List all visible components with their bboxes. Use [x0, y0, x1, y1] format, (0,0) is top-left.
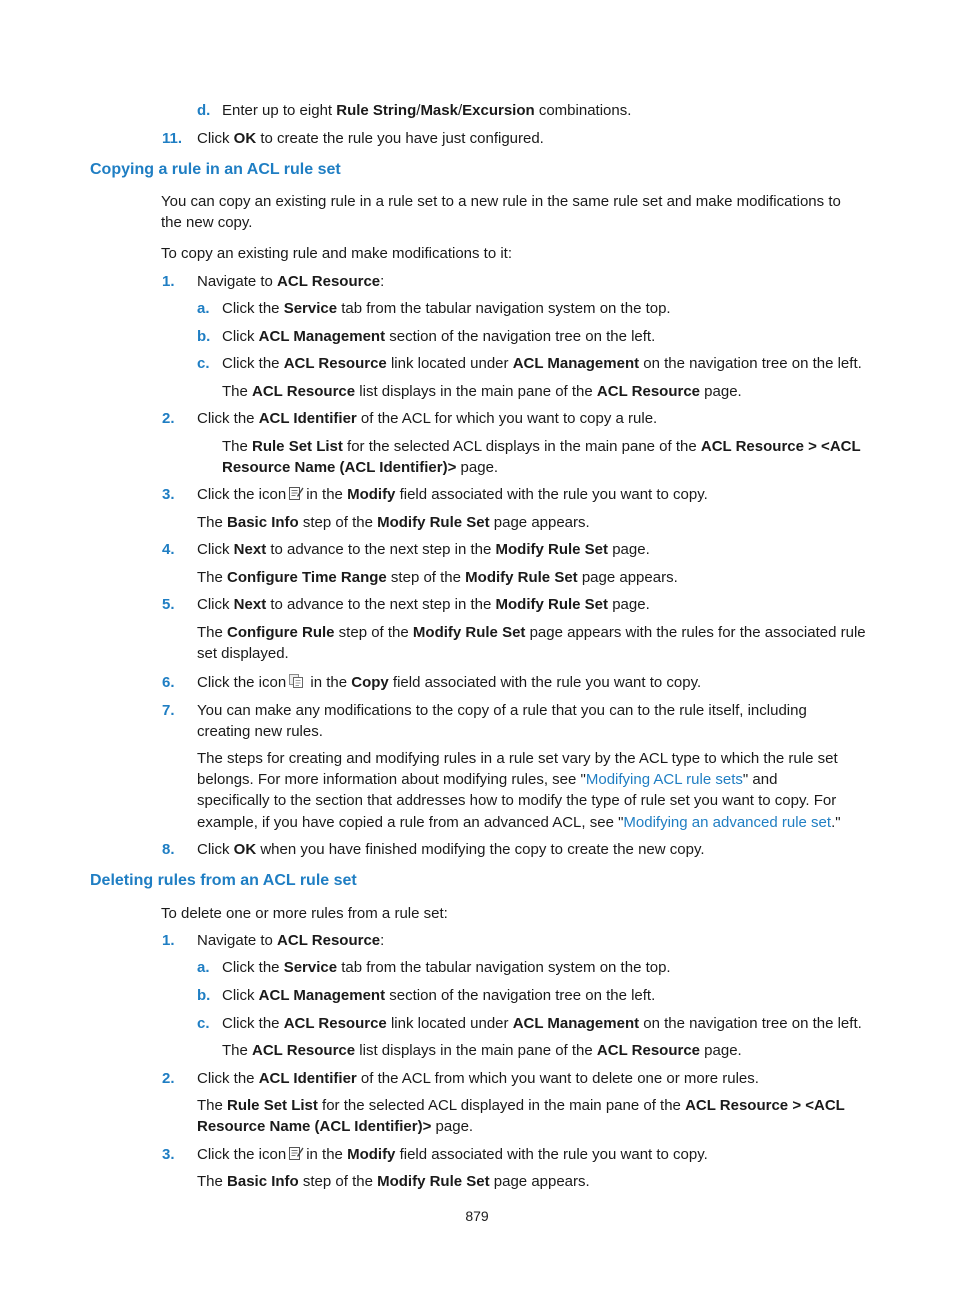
step-marker: a.	[197, 300, 210, 317]
page-number: 879	[465, 1208, 489, 1224]
link-modifying-acl-rule-sets[interactable]: Modifying ACL rule sets	[585, 771, 743, 788]
step-marker: 7.	[162, 702, 175, 719]
step-note: belongs. For more information about modifying rules, see "Modifying ACL rule sets" and	[197, 771, 778, 788]
section-heading-delete: Deleting rules from an ACL rule set	[90, 872, 357, 889]
step-marker: 1.	[162, 273, 175, 290]
step-marker: c.	[197, 1015, 210, 1032]
step-note: set displayed.	[197, 645, 289, 662]
step-note: Resource Name (ACL Identifier)> page.	[197, 1118, 474, 1135]
step-text: Click the icon in the Copy field associated with the rule you want to copy.	[197, 674, 702, 691]
step-text: Enter up to eight Rule String/Mask/Excursion combinations.	[222, 102, 632, 119]
paragraph-line: You can copy an existing rule in a rule set to a new rule in the same rule set and make modifications to	[161, 193, 841, 210]
modify-icon	[288, 1145, 304, 1161]
step-note: The steps for creating and modifying rules in a rule set vary by the ACL type to which the rule set	[197, 750, 838, 767]
step-note: Resource Name (ACL Identifier)> page.	[222, 459, 499, 476]
step-marker: 5.	[162, 596, 175, 613]
step-marker: b.	[197, 328, 211, 345]
step-text: Navigate to ACL Resource:	[197, 932, 385, 949]
step-text: Click ACL Management section of the navigation tree on the left.	[222, 328, 656, 345]
step-note: The Rule Set List for the selected ACL displayed in the main pane of the ACL Resource > <ACL	[197, 1097, 845, 1114]
step-text: Click the ACL Resource link located under ACL Management on the navigation tree on the left.	[222, 1015, 862, 1032]
step-text: Click the Service tab from the tabular navigation system on the top.	[222, 300, 671, 317]
step-marker: 3.	[162, 486, 175, 503]
step-note: The Configure Time Range step of the Modify Rule Set page appears.	[197, 569, 678, 586]
step-note: The Basic Info step of the Modify Rule Set page appears.	[197, 1173, 590, 1190]
step-marker: 4.	[162, 541, 175, 558]
step-text: Click the ACL Identifier of the ACL for which you want to copy a rule.	[197, 410, 658, 427]
step-text: creating new rules.	[197, 723, 323, 740]
step-text: Click ACL Management section of the navigation tree on the left.	[222, 987, 656, 1004]
step-text: Click the ACL Resource link located under ACL Management on the navigation tree on the left.	[222, 355, 862, 372]
modify-icon	[288, 485, 304, 501]
step-text: Click the ACL Identifier of the ACL from which you want to delete one or more rules.	[197, 1070, 759, 1087]
step-text: Click Next to advance to the next step in the Modify Rule Set page.	[197, 596, 650, 613]
step-marker: 8.	[162, 841, 175, 858]
step-text: Click the Service tab from the tabular navigation system on the top.	[222, 959, 671, 976]
step-marker: 3.	[162, 1146, 175, 1163]
step-text: Click the icon in the Modify field associated with the rule you want to copy.	[197, 1146, 708, 1163]
step-text: Click Next to advance to the next step in the Modify Rule Set page.	[197, 541, 650, 558]
section-heading-copy: Copying a rule in an ACL rule set	[90, 161, 341, 178]
step-marker: a.	[197, 959, 210, 976]
step-note: The Basic Info step of the Modify Rule Set page appears.	[197, 514, 590, 531]
step-marker: 2.	[162, 1070, 175, 1087]
step-text: Click OK when you have finished modifying the copy to create the new copy.	[197, 841, 705, 858]
step-text: Navigate to ACL Resource:	[197, 273, 385, 290]
paragraph-line: the new copy.	[161, 214, 253, 231]
step-note: The ACL Resource list displays in the main pane of the ACL Resource page.	[222, 383, 742, 400]
step-note: example, if you have copied a rule from an advanced ACL, see "Modifying an advanced rule set."	[197, 814, 841, 831]
step-note: The Configure Rule step of the Modify Rule Set page appears with the rules for the associated rule	[197, 624, 866, 641]
step-marker: 2.	[162, 410, 175, 427]
step-text: You can make any modifications to the copy of a rule that you can to the rule itself, including	[197, 702, 807, 719]
step-marker: b.	[197, 987, 211, 1004]
step-marker: 1.	[162, 932, 175, 949]
step-note: The ACL Resource list displays in the main pane of the ACL Resource page.	[222, 1042, 742, 1059]
step-marker: d.	[197, 102, 211, 119]
step-note: The Rule Set List for the selected ACL displays in the main pane of the ACL Resource > <ACL	[222, 438, 861, 455]
step-text: Click OK to create the rule you have just configured.	[197, 130, 544, 147]
paragraph-line: To delete one or more rules from a rule set:	[161, 905, 448, 922]
paragraph-line: To copy an existing rule and make modifications to it:	[161, 245, 513, 262]
step-marker: c.	[197, 355, 210, 372]
step-note: specifically to the section that addresses how to modify the type of rule set you want to copy. For	[197, 792, 837, 809]
link-modifying-advanced-rule-set[interactable]: Modifying an advanced rule set	[623, 814, 832, 831]
step-marker: 6.	[162, 674, 175, 691]
step-marker: 11.	[162, 130, 183, 147]
copy-icon	[288, 673, 304, 689]
step-text: Click the icon in the Modify field associated with the rule you want to copy.	[197, 486, 708, 503]
